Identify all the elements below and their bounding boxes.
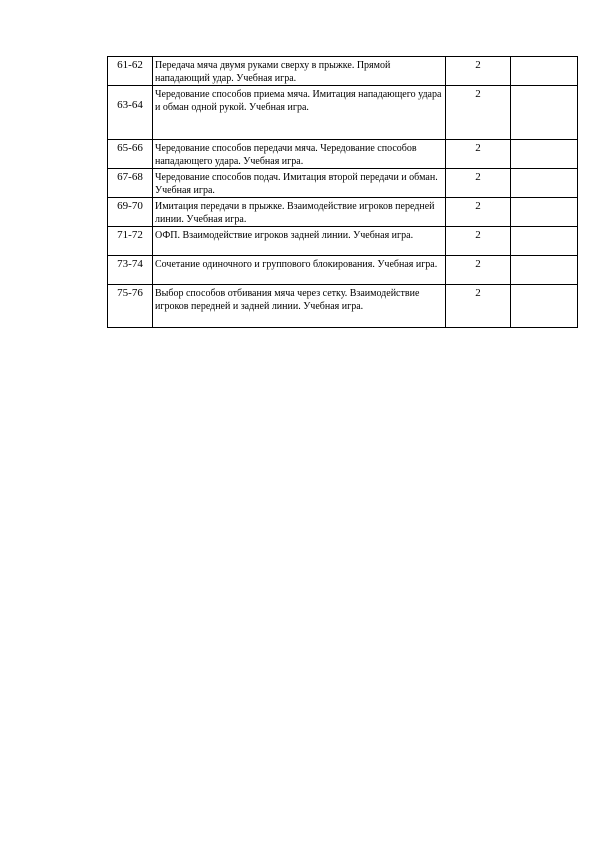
lesson-note: [511, 86, 578, 140]
lesson-hours: 2: [446, 140, 511, 169]
table-row: [108, 169, 578, 198]
table-row: [108, 198, 578, 227]
lesson-note: [511, 140, 578, 169]
lesson-hours: 2: [446, 285, 511, 328]
lesson-note: [511, 227, 578, 256]
table-row: [108, 227, 578, 256]
lesson-note: [511, 285, 578, 328]
lesson-topic: ОФП. Взаимодействие игроков задней линии. Учебная игра.: [153, 227, 446, 256]
lesson-number: 71-72: [108, 227, 153, 256]
lesson-hours: 2: [446, 169, 511, 198]
lesson-topic: Чередование способов приема мяча. Имитация нападающего удара и обман одной рукой. Учебная игра.: [153, 86, 446, 140]
lesson-hours: 2: [446, 86, 511, 140]
lesson-number: 69-70: [108, 198, 153, 227]
table-row: [108, 57, 578, 86]
lesson-plan-table: [107, 56, 578, 328]
lesson-number: 73-74: [108, 256, 153, 285]
lesson-note: [511, 198, 578, 227]
lesson-hours: 2: [446, 256, 511, 285]
table-row: [108, 140, 578, 169]
table-row: [108, 285, 578, 328]
lesson-topic: Выбор способов отбивания мяча через сетку. Взаимодействие игроков передней и задней линии. Учебная игра.: [153, 285, 446, 328]
lesson-topic: Чередование способов передачи мяча. Чередование способов нападающего удара. Учебная игра.: [153, 140, 446, 169]
lesson-number: 75-76: [108, 285, 153, 328]
table-row: [108, 256, 578, 285]
lesson-topic: Чередование способов подач. Имитация второй передачи и обман. Учебная игра.: [153, 169, 446, 198]
lesson-hours: 2: [446, 57, 511, 86]
lesson-topic: Передача мяча двумя руками сверху в прыжке. Прямой нападающий удар. Учебная игра.: [153, 57, 446, 86]
table-row: [108, 86, 578, 140]
lesson-hours: 2: [446, 198, 511, 227]
lesson-topic: Имитация передачи в прыжке. Взаимодействие игроков передней линии. Учебная игра.: [153, 198, 446, 227]
lesson-note: [511, 169, 578, 198]
lesson-topic: Сочетание одиночного и группового блокирования. Учебная игра.: [153, 256, 446, 285]
lesson-hours: 2: [446, 227, 511, 256]
lesson-number: 61-62: [108, 57, 153, 86]
lesson-note: [511, 57, 578, 86]
lesson-number: 65-66: [108, 140, 153, 169]
lesson-number: 67-68: [108, 169, 153, 198]
lesson-note: [511, 256, 578, 285]
lesson-number: 63-64: [108, 86, 153, 140]
